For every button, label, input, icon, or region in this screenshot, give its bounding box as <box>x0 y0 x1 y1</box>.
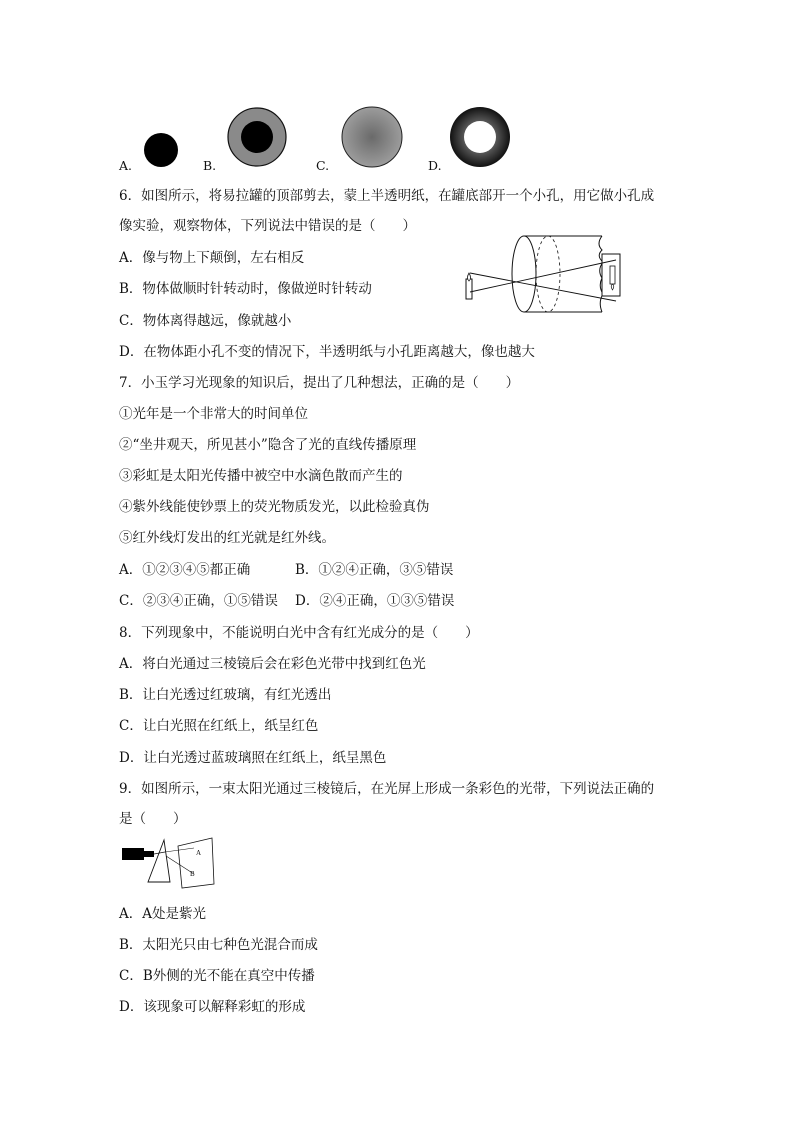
q9-option-d: D．该现象可以解释彩虹的形成 <box>119 999 306 1015</box>
q7-statement-5: ⑤红外线灯发出的红光就是红外线。 <box>119 530 335 546</box>
q7-statement-3: ③彩虹是太阳光传播中被空中水滴色散而产生的 <box>119 468 403 484</box>
q7-option-d: D．②④正确，①③⑤错误 <box>295 593 455 609</box>
q8-stem: 8．下列现象中，不能说明白光中含有红光成分的是（ ） <box>119 625 479 641</box>
q7-option-c: C．②③④正确，①⑤错误 <box>119 593 278 609</box>
q8-option-d: D．让白光透过蓝玻璃照在红纸上，纸呈黑色 <box>119 750 387 766</box>
q7-option-b: B．①②④正确，③⑤错误 <box>295 562 454 578</box>
q6-option-b: B．物体做顺时针转动时，像做逆时针转动 <box>119 281 372 297</box>
q5-option-b-label: B. <box>203 158 217 173</box>
q9-stem-line1: 9．如图所示，一束太阳光通过三棱镜后，在光屏上形成一条彩色的光带，下列说法正确的 <box>119 781 655 797</box>
q9-fig-label-a: A <box>196 849 202 857</box>
can-inner-dashed <box>536 236 560 312</box>
q9-option-a: A．A处是紫光 <box>119 906 206 922</box>
q6-option-a: A．像与物上下颠倒，左右相反 <box>119 250 305 266</box>
q9-option-c: C．B外侧的光不能在真空中传播 <box>119 968 315 984</box>
q5-option-c-label: C. <box>316 158 330 173</box>
q9-stem-line2: 是（ ） <box>119 811 187 827</box>
q6-option-c: C．物体离得越远，像就越小 <box>119 313 292 329</box>
q5-option-b-ring-inner <box>241 121 273 153</box>
light-screen <box>178 838 214 888</box>
q9-fig-label-b: B <box>190 870 195 878</box>
q8-option-b: B．让白光透过红玻璃，有红光透出 <box>119 687 332 703</box>
can-bottom-end <box>512 236 536 312</box>
light-source <box>122 848 144 860</box>
q5-option-d-hole <box>464 121 496 153</box>
q6-stem-line2: 像实验，观察物体，下列说法中错误的是（ ） <box>119 218 416 234</box>
q7-statement-1: ①光年是一个非常大的时间单位 <box>119 406 308 422</box>
q9-prism-figure <box>120 834 220 890</box>
q6-stem-line1: 6．如图所示，将易拉罐的顶部剪去，蒙上半透明纸，在罐底部开一个小孔，用它做小孔成 <box>119 188 655 204</box>
q7-statement-4: ④紫外线能使钞票上的荧光物质发光，以此检验真伪 <box>119 499 430 515</box>
q5-option-c-gradient-disk <box>342 107 402 167</box>
q5-option-a-black-disk <box>144 133 178 167</box>
q8-option-a: A．将白光通过三棱镜后会在彩色光带中找到红色光 <box>119 656 426 672</box>
q6-option-d: D．在物体距小孔不变的情况下，半透明纸与小孔距离越大，像也越大 <box>119 344 535 360</box>
image-candle <box>610 266 615 284</box>
q5-option-d-label: D. <box>428 158 442 173</box>
candle <box>466 279 472 299</box>
candle-flame <box>468 273 471 281</box>
prism <box>148 840 170 882</box>
q7-option-a: A．①②③④⑤都正确 <box>119 562 251 578</box>
q5-option-a-label: A. <box>119 158 133 173</box>
q6-pinhole-can-figure <box>462 226 632 326</box>
q9-option-b: B．太阳光只由七种色光混合而成 <box>119 937 318 953</box>
q8-option-c: C．让白光照在红纸上，纸呈红色 <box>119 718 319 734</box>
q7-stem: 7．小玉学习光现象的知识后，提出了几种想法，正确的是（ ） <box>119 375 520 391</box>
q7-statement-2: ②“坐井观天，所见甚小”隐含了光的直线传播原理 <box>119 437 417 453</box>
